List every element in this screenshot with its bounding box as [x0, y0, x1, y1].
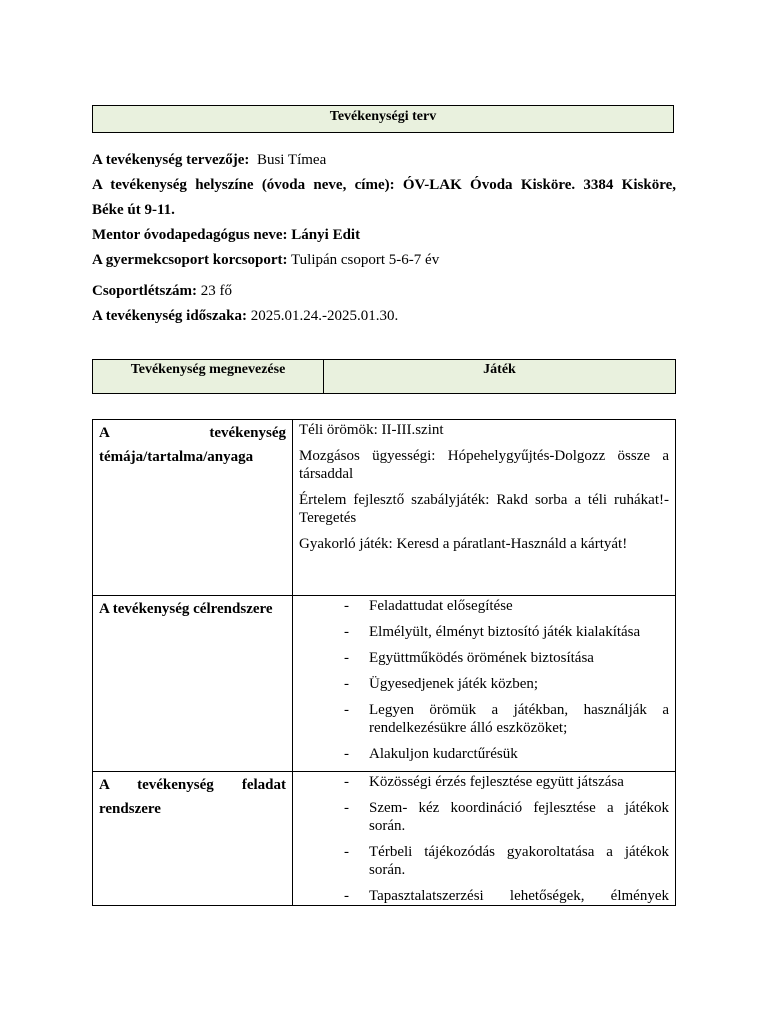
theme-content — [293, 420, 676, 596]
planner-value: Busi Tímea — [256, 152, 327, 168]
list-item: - Alakuljon kudarctűrésük — [369, 745, 669, 763]
group-size-label: Csoportlétszám: — [92, 283, 197, 299]
period-line — [92, 306, 676, 326]
list-item: - Közösségi érzés fejlesztése együtt játszása — [369, 773, 669, 791]
tasks-list — [299, 773, 669, 905]
goals-label: A tevékenység célrendszere — [93, 596, 293, 772]
location-line-2: Béke út 9-11. — [92, 202, 175, 218]
activity-name-table — [92, 359, 676, 394]
group-size-line — [92, 281, 676, 301]
list-item: - Ügyesedjenek játék közben; — [369, 675, 669, 693]
activity-name-value: Játék — [324, 360, 676, 394]
document-title: Tevékenységi terv — [92, 105, 674, 133]
theme-label: A tevékenység témája/tartalma/anyaga — [93, 420, 293, 596]
tasks-label: A tevékenység feladat rendszere — [93, 772, 293, 906]
list-item: - Legyen örömük a játékban, használják a rendelkezésükre álló eszközöket; — [369, 701, 669, 737]
tasks-row — [93, 772, 676, 906]
theme-paragraph: Értelem fejlesztő szabályjáték: Rakd sorba a téli ruhákat!- Teregetés — [299, 492, 669, 526]
list-item: - Elmélyült, élményt biztosító játék kialakítása — [369, 623, 669, 641]
activity-name-label: Tevékenység megnevezése — [93, 360, 324, 394]
location-block — [92, 175, 676, 220]
period-value: 2025.01.24.-2025.01.30. — [250, 308, 399, 324]
theme-paragraph: Téli örömök: II-III.szint — [299, 422, 444, 438]
list-item: - Térbeli tájékozódás gyakoroltatása a játékok során. — [369, 843, 669, 879]
goals-row — [93, 596, 676, 772]
tasks-content — [293, 772, 676, 906]
group-size-value: 23 fő — [200, 283, 232, 299]
list-item: - Együttműködés örömének biztosítása — [369, 649, 669, 667]
list-item: - Feladattudat elősegítése — [369, 597, 669, 615]
theme-row — [93, 420, 676, 596]
location-line-1: A tevékenység helyszíne (óvoda neve, címe): ÓV-LAK Óvoda Kisköre. 3384 Kisköre, — [92, 177, 676, 193]
activity-plan-table — [92, 419, 676, 906]
planner-label: A tevékenység tervezője: — [92, 152, 250, 168]
theme-paragraph: Gyakorló játék: Keresd a páratlant-Használd a kártyát! — [299, 536, 628, 552]
period-label: A tevékenység időszaka: — [92, 308, 247, 324]
mentor-line — [92, 225, 676, 245]
list-item: - Tapasztalatszerzési lehetőségek, élmények — [369, 887, 669, 905]
group-line — [92, 250, 676, 270]
planner-line — [92, 150, 676, 170]
theme-paragraph: Mozgásos ügyességi: Hópehelygyűjtés-Dolgozz össze a társaddal — [299, 448, 669, 482]
group-value: Tulipán csoport 5-6-7 év — [291, 252, 440, 268]
mentor-label: Mentor óvodapedagógus neve: Lányi Edit — [92, 227, 361, 243]
goals-list — [299, 597, 669, 763]
goals-content — [293, 596, 676, 772]
group-label: A gyermekcsoport korcsoport: — [92, 252, 288, 268]
list-item: - Szem- kéz koordináció fejlesztése a játékok során. — [369, 799, 669, 835]
